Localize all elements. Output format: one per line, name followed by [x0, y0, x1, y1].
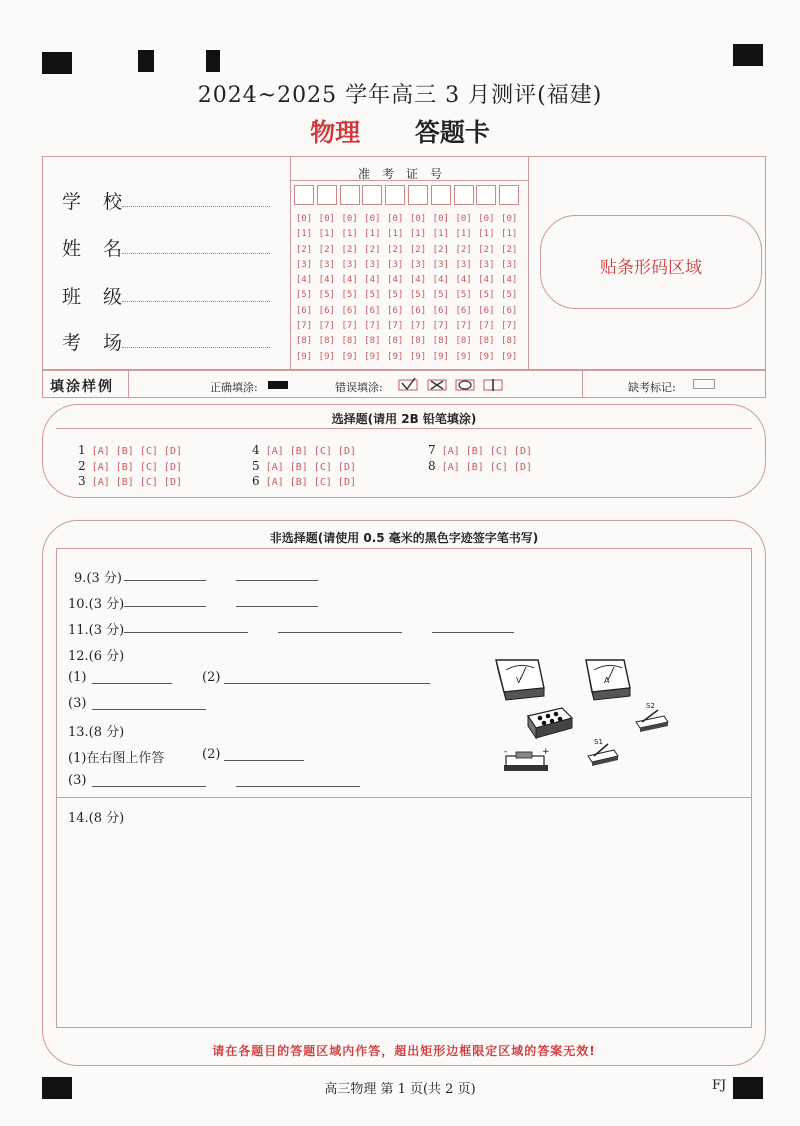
digit-option[interactable]: [0]	[318, 214, 335, 224]
digit-option[interactable]: [2]	[295, 244, 313, 255]
mc-question[interactable]: 2 [A] [B] [C] [D]	[78, 459, 182, 473]
q13-blank-3[interactable]	[92, 786, 206, 787]
q12-blank-2[interactable]	[224, 683, 430, 684]
q11-blank-2[interactable]	[278, 632, 402, 633]
digit-option[interactable]: [3]	[409, 259, 427, 270]
q13-part2-label: (2)	[202, 747, 221, 762]
digit-option[interactable]: [0]	[501, 214, 518, 224]
digit-option[interactable]: [1]	[432, 229, 449, 240]
digit-option[interactable]: [6]	[341, 305, 358, 316]
mc-question[interactable]: 3 [A] [B] [C] [D]	[78, 474, 182, 488]
digit-option[interactable]: [2]	[364, 244, 381, 255]
digit-option[interactable]: [8]	[409, 336, 427, 347]
digit-option[interactable]: [9]	[341, 351, 358, 362]
switch-s2-icon	[636, 702, 668, 732]
q12-part1-label: (1)	[68, 670, 87, 685]
digit-option[interactable]: [7]	[501, 321, 518, 332]
school-label: 学校	[62, 191, 145, 213]
digit-option[interactable]: [2]	[387, 244, 404, 255]
digit-option[interactable]: [9]	[318, 351, 335, 362]
answer-area	[56, 548, 752, 1028]
correct-fill-label: 正确填涂:	[210, 381, 258, 394]
digit-option[interactable]: [6]	[295, 305, 313, 316]
room-label: 考场	[62, 332, 145, 354]
digit-option[interactable]: [8]	[432, 336, 449, 347]
correct-fill-sample	[268, 381, 288, 389]
digit-option[interactable]: [4]	[432, 275, 449, 286]
digit-option[interactable]: [2]	[455, 244, 472, 255]
digit-option[interactable]: [5]	[341, 290, 358, 301]
digit-option[interactable]: [4]	[455, 275, 472, 286]
q9-blank-2[interactable]	[236, 580, 318, 581]
digit-option[interactable]: [0]	[409, 214, 427, 224]
q13-part1-label: (1)在右图上作答	[68, 751, 165, 766]
q10-label: 10.(3 分)	[68, 597, 125, 612]
free-response-title: 非选择题(请使用 0.5 毫米的黑色字迹签字笔书写)	[269, 531, 539, 545]
digit-option[interactable]: [9]	[409, 351, 427, 362]
svg-text:A: A	[604, 676, 610, 685]
q12-blank-1[interactable]	[92, 683, 172, 684]
q10-blank-2[interactable]	[236, 606, 318, 607]
region-code: FJ	[712, 1078, 727, 1093]
exam-number-box[interactable]	[408, 185, 428, 205]
digit-option[interactable]: [2]	[478, 244, 495, 255]
digit-option[interactable]: [4]	[295, 275, 313, 286]
battery-icon	[504, 747, 550, 771]
digit-option[interactable]: [3]	[295, 259, 313, 270]
exam-number-column	[431, 185, 451, 365]
digit-option[interactable]: [3]	[318, 259, 335, 270]
exam-number-box[interactable]	[294, 185, 314, 205]
digit-option[interactable]: [5]	[364, 290, 381, 301]
digit-option[interactable]: [0]	[478, 214, 495, 224]
mc-question[interactable]: 8 [A] [B] [C] [D]	[428, 459, 532, 473]
exam-number-box[interactable]	[317, 185, 337, 205]
digit-option[interactable]: [0]	[455, 214, 472, 224]
digit-option[interactable]: [3]	[364, 259, 381, 270]
exam-number-column	[408, 185, 428, 365]
digit-option[interactable]: [2]	[432, 244, 449, 255]
q12-part3-label: (3)	[68, 696, 87, 711]
warning-text: 请在各题目的答题区域内作答，超出矩形边框限定区域的答案无效!	[212, 1044, 596, 1058]
digit-option[interactable]: [9]	[387, 351, 404, 362]
divider	[56, 797, 752, 798]
divider	[128, 370, 129, 398]
exam-number-column	[294, 185, 314, 365]
digit-option[interactable]: [1]	[295, 229, 313, 240]
digit-option[interactable]: [3]	[432, 259, 449, 270]
digit-option[interactable]: [3]	[455, 259, 472, 270]
digit-option[interactable]: [6]	[455, 305, 472, 316]
q11-blank-1[interactable]	[124, 632, 248, 633]
digit-option[interactable]: [1]	[455, 229, 472, 240]
digit-option[interactable]: [1]	[318, 229, 335, 240]
digit-option[interactable]: [9]	[432, 351, 449, 362]
q10-blank-1[interactable]	[124, 606, 206, 607]
digit-option[interactable]: [2]	[318, 244, 335, 255]
mc-question[interactable]: 5 [A] [B] [C] [D]	[252, 459, 356, 473]
digit-option[interactable]: [6]	[318, 305, 335, 316]
switch-s1-icon	[588, 738, 618, 766]
digit-option[interactable]: [0]	[432, 214, 449, 224]
digit-option[interactable]: [5]	[318, 290, 335, 301]
subject-title: 物理	[310, 118, 361, 147]
ammeter-icon	[586, 660, 630, 700]
digit-option[interactable]: [4]	[409, 275, 427, 286]
registration-mark	[42, 52, 72, 74]
card-title: 答题卡	[414, 118, 490, 147]
digit-option[interactable]: [9]	[501, 351, 518, 362]
digit-option[interactable]: [5]	[478, 290, 495, 301]
mc-question[interactable]: 7 [A] [B] [C] [D]	[428, 443, 532, 457]
digit-option[interactable]: [8]	[318, 336, 335, 347]
q12-blank-3[interactable]	[92, 709, 206, 710]
digit-option[interactable]: [8]	[341, 336, 358, 347]
digit-option[interactable]: [3]	[341, 259, 358, 270]
exam-number-box[interactable]	[362, 185, 382, 205]
wrong-fill-label: 错误填涂:	[335, 381, 383, 394]
digit-option[interactable]: [1]	[364, 229, 381, 240]
digit-option[interactable]: [2]	[409, 244, 427, 255]
wrong-fill-samples	[398, 377, 508, 393]
divider	[56, 428, 752, 429]
voltmeter-icon	[496, 660, 544, 700]
digit-option[interactable]: [5]	[455, 290, 472, 301]
svg-text:-: -	[504, 747, 508, 757]
digit-option[interactable]: [9]	[478, 351, 495, 362]
exam-number-column	[454, 185, 474, 365]
q13-label: 13.(8 分)	[68, 725, 125, 740]
exam-number-box[interactable]	[385, 185, 405, 205]
digit-option[interactable]: [4]	[387, 275, 404, 286]
divider	[582, 370, 583, 398]
q9-label: 9.(3 分)	[74, 571, 122, 586]
q12-part2-label: (2)	[202, 670, 221, 685]
digit-option[interactable]: [9]	[364, 351, 381, 362]
digit-option[interactable]: [6]	[364, 305, 381, 316]
digit-option[interactable]: [7]	[364, 321, 381, 332]
q12-label: 12.(6 分)	[68, 649, 125, 664]
svg-text:S1: S1	[594, 738, 603, 746]
barcode-label: 贴条形码区域	[600, 258, 702, 278]
class-field[interactable]	[122, 300, 270, 302]
divider	[528, 156, 529, 370]
digit-option[interactable]: [1]	[387, 229, 404, 240]
digit-option[interactable]: [6]	[478, 305, 495, 316]
digit-option[interactable]: [1]	[501, 229, 518, 240]
digit-option[interactable]: [0]	[295, 214, 313, 224]
digit-option[interactable]: [1]	[409, 229, 427, 240]
mc-question[interactable]: 1 [A] [B] [C] [D]	[78, 443, 182, 457]
digit-option[interactable]: [7]	[387, 321, 404, 332]
exam-title: 2024~2025 学年高三 3 月测评(福建)	[197, 83, 603, 108]
class-label: 班级	[62, 286, 145, 308]
digit-option[interactable]: [8]	[501, 336, 518, 347]
mc-question[interactable]: 6 [A] [B] [C] [D]	[252, 474, 356, 488]
exam-number-box[interactable]	[454, 185, 474, 205]
absent-mark-label: 缺考标记:	[628, 381, 676, 394]
registration-mark	[138, 50, 154, 72]
q13-blank-4[interactable]	[236, 786, 360, 787]
exam-number-box[interactable]	[340, 185, 360, 205]
digit-option[interactable]: [7]	[341, 321, 358, 332]
digit-option[interactable]: [8]	[478, 336, 495, 347]
digit-option[interactable]: [8]	[364, 336, 381, 347]
digit-option[interactable]: [9]	[455, 351, 472, 362]
digit-option[interactable]: [4]	[341, 275, 358, 286]
digit-option[interactable]: [3]	[478, 259, 495, 270]
digit-option[interactable]: [5]	[295, 290, 313, 301]
q13-blank-2[interactable]	[224, 760, 304, 761]
digit-option[interactable]: [1]	[478, 229, 495, 240]
q11-blank-3[interactable]	[432, 632, 514, 633]
digit-option[interactable]: [8]	[295, 336, 313, 347]
divider	[290, 156, 291, 370]
digit-option[interactable]: [8]	[387, 336, 404, 347]
digit-option[interactable]: [7]	[478, 321, 495, 332]
multiple-choice-title: 选择题(请用 2B 铅笔填涂)	[331, 412, 477, 426]
digit-option[interactable]: [0]	[341, 214, 358, 224]
digit-option[interactable]: [6]	[432, 305, 449, 316]
digit-option[interactable]: [7]	[318, 321, 335, 332]
digit-option[interactable]: [6]	[501, 305, 518, 316]
digit-option[interactable]: [5]	[501, 290, 518, 301]
digit-option[interactable]: [6]	[409, 305, 427, 316]
registration-mark	[733, 44, 763, 66]
digit-option[interactable]: [3]	[387, 259, 404, 270]
room-field[interactable]	[122, 346, 270, 348]
digit-option[interactable]: [4]	[478, 275, 495, 286]
digit-option[interactable]: [0]	[364, 214, 381, 224]
exam-number-box[interactable]	[476, 185, 496, 205]
exam-number-box[interactable]	[431, 185, 451, 205]
digit-option[interactable]: [7]	[455, 321, 472, 332]
digit-option[interactable]: [7]	[409, 321, 427, 332]
exam-number-box[interactable]	[499, 185, 519, 205]
svg-text:+: +	[542, 747, 550, 757]
registration-mark	[206, 50, 220, 72]
exam-number-column	[499, 185, 519, 365]
digit-option[interactable]: [2]	[341, 244, 358, 255]
exam-number-column	[340, 185, 360, 365]
digit-option[interactable]: [9]	[295, 351, 313, 362]
circuit-diagram[interactable]	[490, 652, 680, 778]
digit-option[interactable]: [4]	[364, 275, 381, 286]
page-title	[0, 113, 800, 149]
svg-text:V: V	[516, 676, 522, 685]
exam-number-column	[317, 185, 337, 365]
digit-option[interactable]: [4]	[501, 275, 518, 286]
q14-label: 14.(8 分)	[68, 811, 125, 826]
resistor-box-icon	[528, 708, 572, 738]
fill-example-label: 填涂样例	[50, 379, 114, 395]
q11-label: 11.(3 分)	[68, 623, 125, 638]
school-field[interactable]	[122, 205, 270, 207]
page-info: 高三物理 第 1 页(共 2 页)	[324, 1082, 476, 1097]
digit-option[interactable]: [8]	[455, 336, 472, 347]
digit-option[interactable]: [7]	[295, 321, 313, 332]
name-label: 姓名	[62, 238, 145, 260]
q9-blank-1[interactable]	[124, 580, 206, 581]
digit-option[interactable]: [0]	[387, 214, 404, 224]
digit-option[interactable]: [3]	[501, 259, 518, 270]
name-field[interactable]	[122, 252, 270, 254]
exam-number-label: 准考证号	[357, 167, 454, 181]
digit-option[interactable]: [5]	[409, 290, 427, 301]
exam-number-column	[362, 185, 382, 365]
digit-option[interactable]: [5]	[432, 290, 449, 301]
absent-mark-box[interactable]	[693, 379, 715, 389]
digit-option[interactable]: [5]	[387, 290, 404, 301]
digit-option[interactable]: [1]	[341, 229, 358, 240]
svg-text:S2: S2	[646, 702, 655, 710]
exam-number-column	[476, 185, 496, 365]
digit-option[interactable]: [2]	[501, 244, 518, 255]
digit-option[interactable]: [4]	[318, 275, 335, 286]
digit-option[interactable]: [6]	[387, 305, 404, 316]
mc-question[interactable]: 4 [A] [B] [C] [D]	[252, 443, 356, 457]
q13-part3-label: (3)	[68, 773, 87, 788]
exam-number-column	[385, 185, 405, 365]
digit-option[interactable]: [7]	[432, 321, 449, 332]
